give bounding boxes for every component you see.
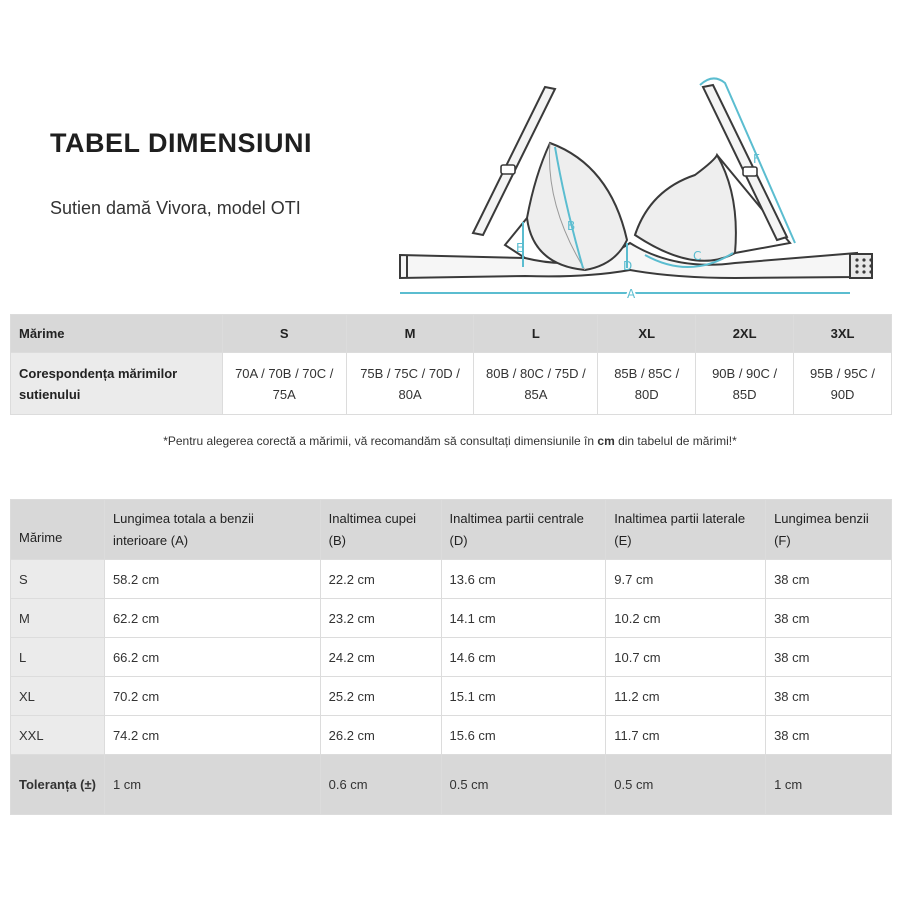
table-cell: 70A / 70B / 70C / 75A [222,353,346,415]
table-cell: 0.6 cm [320,755,441,815]
label-e: E [516,241,524,255]
row-label: XXL [11,716,105,755]
header-cell: M [346,315,474,353]
table-cell: 9.7 cm [606,560,766,599]
header-cell: XL [598,315,696,353]
label-f: F [753,152,760,166]
table-cell: 38 cm [766,716,892,755]
page-subtitle: Sutien damă Vivora, model OTI [50,198,301,218]
table-cell: 15.1 cm [441,677,606,716]
table-cell: 38 cm [766,560,892,599]
table-cell: 1 cm [104,755,320,815]
header-cell: 2XL [696,315,794,353]
table-row [11,716,892,755]
table-cell: 75B / 75C / 70D / 80A [346,353,474,415]
table-cell: 90B / 90C / 85D [696,353,794,415]
table-cell: 14.1 cm [441,599,606,638]
left-cup [527,143,627,270]
label-c: C [693,249,702,263]
table-cell: 74.2 cm [104,716,320,755]
table-cell: 70.2 cm [104,677,320,716]
row-label: L [11,638,105,677]
row-label: Corespondența mărimilor sutienului [11,353,223,415]
table-cell: 62.2 cm [104,599,320,638]
table-cell: 0.5 cm [606,755,766,815]
table-row [11,677,892,716]
header-cell: S [222,315,346,353]
row-label: M [11,599,105,638]
table-cell: 38 cm [766,599,892,638]
label-a: A [627,287,636,301]
table-row [11,353,892,415]
table-cell: 22.2 cm [320,560,441,599]
header-cell: Lungimea totala a benzii interioare (A) [104,500,320,560]
table-header-row [11,500,892,560]
size-note: *Pentru alegerea corectă a mărimii, vă recomandăm să consultați dimensiunile în cm din tabelul de mărimi!* [163,434,737,448]
table-cell: 58.2 cm [104,560,320,599]
table-cell: 11.2 cm [606,677,766,716]
table-cell: 23.2 cm [320,599,441,638]
size-correspondence-table [10,314,892,415]
table-cell: 25.2 cm [320,677,441,716]
table-cell: 26.2 cm [320,716,441,755]
header-cell: L [474,315,598,353]
table-cell: 15.6 cm [441,716,606,755]
table-cell: 85B / 85C / 80D [598,353,696,415]
header-cell: 3XL [794,315,892,353]
table-row [11,599,892,638]
header-cell: Mărime [11,500,105,560]
table-cell: 14.6 cm [441,638,606,677]
tolerance-row [11,755,892,815]
header-cell: Mărime [11,315,223,353]
table-cell: 95B / 95C / 90D [794,353,892,415]
header-cell: Inaltimea cupei (B) [320,500,441,560]
dimensions-table [10,499,892,815]
page-title: TABEL DIMENSIUNI [50,128,313,158]
table-cell: 13.6 cm [441,560,606,599]
table-cell: 1 cm [766,755,892,815]
header-cell: Lungimea benzii (F) [766,500,892,560]
table-row [11,560,892,599]
row-label: Toleranța (±) [11,755,105,815]
bra-diagram [395,75,895,305]
table-cell: 38 cm [766,638,892,677]
right-cup [635,155,736,261]
table-cell: 24.2 cm [320,638,441,677]
table-cell: 0.5 cm [441,755,606,815]
table-cell: 80B / 80C / 75D / 85A [474,353,598,415]
row-label: S [11,560,105,599]
table-row [11,638,892,677]
table-cell: 38 cm [766,677,892,716]
table-cell: 10.7 cm [606,638,766,677]
header-cell: Inaltimea partii laterale (E) [606,500,766,560]
hook-eye-closure [850,254,872,278]
header-cell: Inaltimea partii centrale (D) [441,500,606,560]
table-header-row [11,315,892,353]
table-cell: 66.2 cm [104,638,320,677]
label-d: D [623,259,633,273]
table-cell: 10.2 cm [606,599,766,638]
label-b: B [567,219,576,233]
row-label: XL [11,677,105,716]
table-cell: 11.7 cm [606,716,766,755]
